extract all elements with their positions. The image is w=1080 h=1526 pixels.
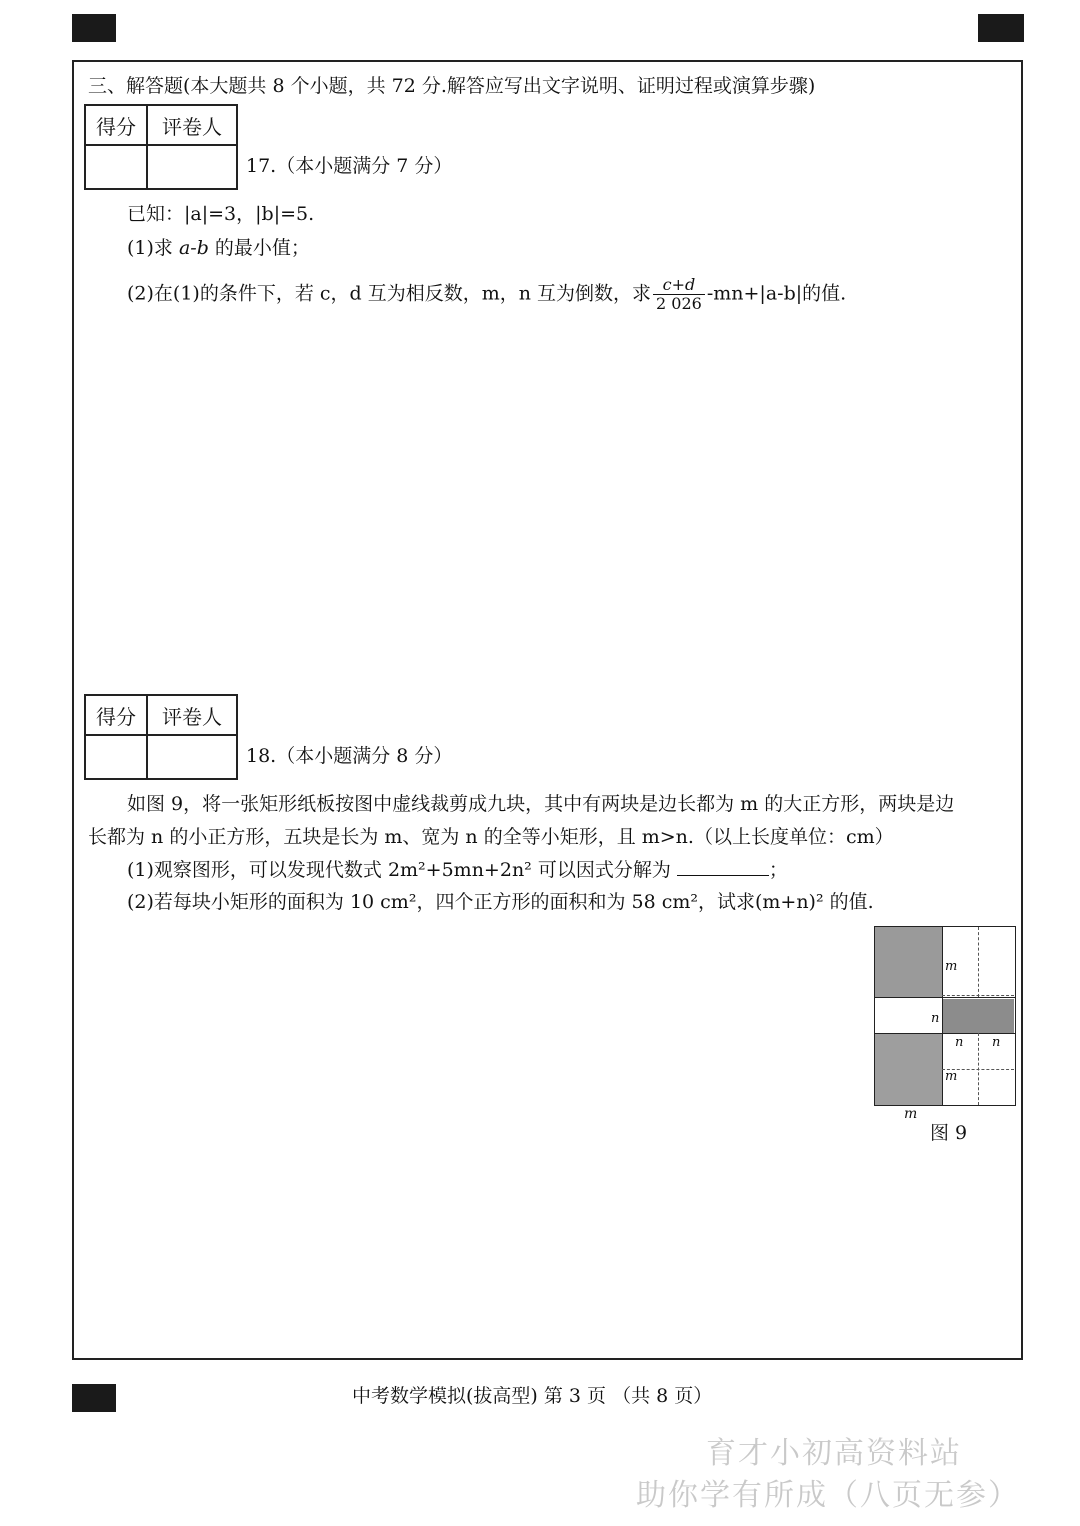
q18-title: 18.（本小题满分 8 分） — [246, 745, 453, 767]
dashed-v2 — [978, 927, 979, 997]
figure-caption: 图 9 — [930, 1122, 968, 1144]
q18-part1-text: (1)观察图形，可以发现代数式 2m²+5mn+2n² 可以因式分解为 — [127, 859, 671, 881]
q17-given: 已知：|a|=3，|b|=5. — [127, 203, 315, 225]
q17-title: 17.（本小题满分 7 分） — [246, 155, 453, 177]
q17-part1 — [127, 236, 310, 260]
q17-part1-suffix: 的最小值； — [208, 237, 310, 259]
score-header: 得分 — [85, 695, 147, 735]
page-footer: 中考数学模拟(拔高型) 第 3 页 （共 8 页） — [352, 1385, 713, 1407]
score-table-q17 — [84, 104, 238, 190]
grader-header: 评卷人 — [147, 105, 237, 145]
score-cell[interactable] — [85, 735, 147, 779]
label-m-top: m — [945, 959, 958, 974]
divider-v1 — [942, 927, 943, 1105]
registration-mark-bottom-left — [72, 1384, 116, 1412]
grader-header: 评卷人 — [147, 695, 237, 735]
label-n-mid: n — [931, 1011, 940, 1026]
divider-h1 — [875, 997, 1015, 998]
q18-part1-end: ； — [768, 859, 788, 881]
score-table-q18 — [84, 694, 238, 780]
answer-blank[interactable] — [677, 857, 769, 876]
watermark-line2: 助你学有所成（八页无参） — [636, 1478, 1020, 1513]
q18-part1 — [127, 857, 788, 882]
fraction-denominator: 2 026 — [656, 294, 702, 313]
grader-cell[interactable] — [147, 145, 237, 189]
q17-part2 — [127, 276, 846, 313]
label-n-b: n — [992, 1035, 1001, 1050]
q18-part2: (2)若每块小矩形的面积为 10 cm²，四个正方形的面积和为 58 cm²，试求(m+n)² 的值. — [127, 891, 874, 913]
section-heading: 三、解答题(本大题共 8 个小题，共 72 分.解答应写出文字说明、证明过程或演算步骤) — [88, 75, 816, 97]
label-m-lower: m — [945, 1069, 958, 1084]
dashed-v1 — [978, 1033, 979, 1105]
figure-9 — [874, 926, 1016, 1106]
score-cell[interactable] — [85, 145, 147, 189]
label-n-a: n — [955, 1035, 964, 1050]
small-square — [942, 999, 1014, 1033]
q17-part2-suffix: -mn+|a-b|的值. — [706, 282, 847, 305]
registration-mark-top-left — [72, 14, 116, 42]
q17-fraction — [653, 276, 705, 313]
large-square-top — [875, 927, 942, 997]
fraction-numerator: c+d — [653, 276, 705, 295]
score-header: 得分 — [85, 105, 147, 145]
q18-line2: 长都为 n 的小正方形，五块是长为 m、宽为 n 的全等小矩形，且 m>n.（以上长度单位：cm） — [88, 826, 894, 848]
q18-line1: 如图 9，将一张矩形纸板按图中虚线裁剪成九块，其中有两块是边长都为 m 的大正方形，两块是边 — [127, 793, 955, 815]
registration-mark-top-right — [978, 14, 1024, 42]
watermark-line1: 育才小初高资料站 — [706, 1436, 962, 1471]
q17-part1-expr: a-b — [178, 237, 209, 259]
grader-cell[interactable] — [147, 735, 237, 779]
q17-part2-prefix: (2)在(1)的条件下，若 c，d 互为相反数，m，n 互为倒数，求 — [127, 282, 652, 305]
q17-part1-prefix: (1)求 — [127, 237, 179, 259]
divider-h2 — [875, 1033, 1015, 1034]
label-m-bottom: m — [904, 1106, 918, 1122]
large-square-bottom — [875, 1033, 942, 1105]
